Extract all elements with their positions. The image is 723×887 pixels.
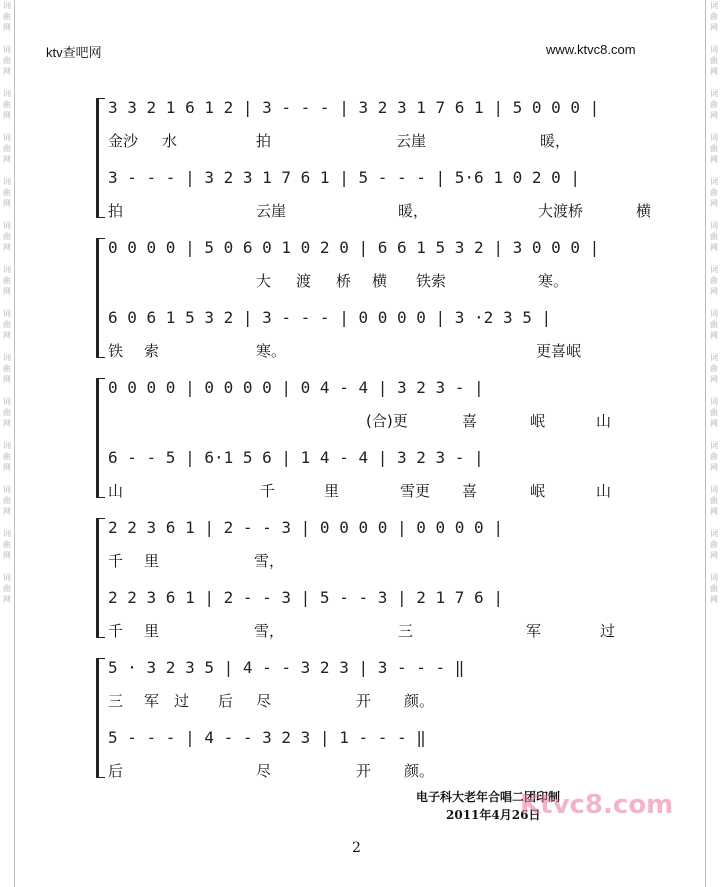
site-name: ktv查吧网 — [46, 45, 102, 60]
notation-line: 0 0 0 0 | 5 0 6 0 1 0 2 0 | 6 6 1 5 3 2 | 3 0 0 0 | — [108, 238, 600, 257]
notation-line: 2 2 3 6 1 | 2 - - 3 | 5 - - 3 | 2 1 7 6 | — [108, 588, 503, 607]
lyric: 喜 — [462, 482, 478, 500]
lyric: 雪， — [254, 552, 285, 570]
system-brace — [96, 658, 105, 778]
lyric: 横 — [372, 272, 388, 290]
lyric: 暖， — [398, 202, 429, 220]
lyric: 雪， — [254, 622, 285, 640]
system-brace — [96, 518, 105, 638]
lyric: 过 — [600, 622, 616, 640]
page-number: 2 — [352, 840, 361, 856]
lyric: 雪更 — [400, 482, 431, 500]
site-url: www.ktvc8.com — [546, 42, 636, 57]
lyric: 寒。 — [538, 272, 569, 290]
lyric: 里 — [144, 622, 160, 640]
lyric: 山 — [596, 482, 612, 500]
lyric: 更喜岷 — [536, 342, 582, 360]
lyric: 后 — [218, 692, 234, 710]
lyric: 横 — [636, 202, 652, 220]
lyric: 过 — [174, 692, 190, 710]
lyric: 暖， — [540, 132, 571, 150]
lyric: 岷 — [530, 482, 546, 500]
lyric: 山 — [108, 482, 124, 500]
lyric: 山 — [596, 412, 612, 430]
lyric: 三 — [108, 692, 124, 710]
lyric: 颜。 — [404, 762, 435, 780]
lyric: 尽 — [256, 762, 272, 780]
lyric: 千 — [260, 482, 276, 500]
notation-line: 2 2 3 6 1 | 2 - - 3 | 0 0 0 0 | 0 0 0 0 | — [108, 518, 503, 537]
lyric: 拍 — [108, 202, 124, 220]
system-brace — [96, 98, 105, 218]
notation-line: 0 0 0 0 | 0 0 0 0 | 0 4 - 4 | 3 2 3 - | — [108, 378, 484, 397]
lyric: 云崖 — [396, 132, 427, 150]
lyric: 尽 — [256, 692, 272, 710]
lyric: 开 — [356, 692, 372, 710]
right-watermark: 词 曲 网 词 曲 网 词 曲 网 词 曲 网 词 曲 网 词 曲 网 词 曲 网 词 曲 网 词 曲 网 词 曲 网 词 曲 网 词 曲 网 词 曲 网 词 曲 网 — [710, 1, 718, 604]
footer-org: 电子科大老年合唱二团印制 — [416, 790, 561, 804]
lyric: 桥 — [336, 272, 352, 290]
lyric: 铁 — [108, 342, 124, 360]
lyric: 渡 — [296, 272, 312, 290]
notation-line: 3 3 2 1 6 1 2 | 3 - - - | 3 2 3 1 7 6 1 | 5 0 0 0 | — [108, 98, 600, 117]
notation-line: 6 0 6 1 5 3 2 | 3 - - - | 0 0 0 0 | 3 ·2 3 5 | — [108, 308, 552, 327]
lyric: 三 — [398, 622, 414, 640]
notation-line: 3 - - - | 3 2 3 1 7 6 1 | 5 - - - | 5·6 1 0 2 0 | — [108, 168, 581, 187]
lyric: 拍 — [256, 132, 272, 150]
lyric: 军 — [144, 692, 160, 710]
lyric: 水 — [162, 132, 178, 150]
lyric: 喜 — [462, 412, 478, 430]
left-watermark: 词 曲 网 词 曲 网 词 曲 网 词 曲 网 词 曲 网 词 曲 网 词 曲 网 词 曲 网 词 曲 网 词 曲 网 词 曲 网 词 曲 网 词 曲 网 词 曲 网 — [3, 1, 11, 604]
notation-line: 5 · 3 2 3 5 | 4 - - 3 2 3 | 3 - - - ‖ — [108, 658, 465, 677]
ktvc8-logo: Ktvc8.com — [520, 790, 674, 820]
lyric: 里 — [144, 552, 160, 570]
lyric: 千 — [108, 552, 124, 570]
lyric: 岷 — [530, 412, 546, 430]
lyric: 寒。 — [256, 342, 287, 360]
lyric: 千 — [108, 622, 124, 640]
lyric: 颜。 — [404, 692, 435, 710]
system-brace — [96, 378, 105, 498]
lyric: (合)更 — [366, 412, 408, 430]
lyric: 铁索 — [416, 272, 447, 290]
lyric: 后 — [108, 762, 124, 780]
notation-line: 5 - - - | 4 - - 3 2 3 | 1 - - - ‖ — [108, 728, 426, 747]
lyric: 军 — [526, 622, 542, 640]
notation-line: 6 - - 5 | 6·1 5 6 | 1 4 - 4 | 3 2 3 - | — [108, 448, 484, 467]
lyric: 索 — [144, 342, 160, 360]
lyric: 金沙 — [108, 132, 139, 150]
lyric: 大渡桥 — [538, 202, 584, 220]
lyric: 开 — [356, 762, 372, 780]
lyric: 云崖 — [256, 202, 287, 220]
lyric: 里 — [324, 482, 340, 500]
lyric: 大 — [256, 272, 272, 290]
system-brace — [96, 238, 105, 358]
footer-date: 2011年4月26日 — [446, 808, 541, 822]
